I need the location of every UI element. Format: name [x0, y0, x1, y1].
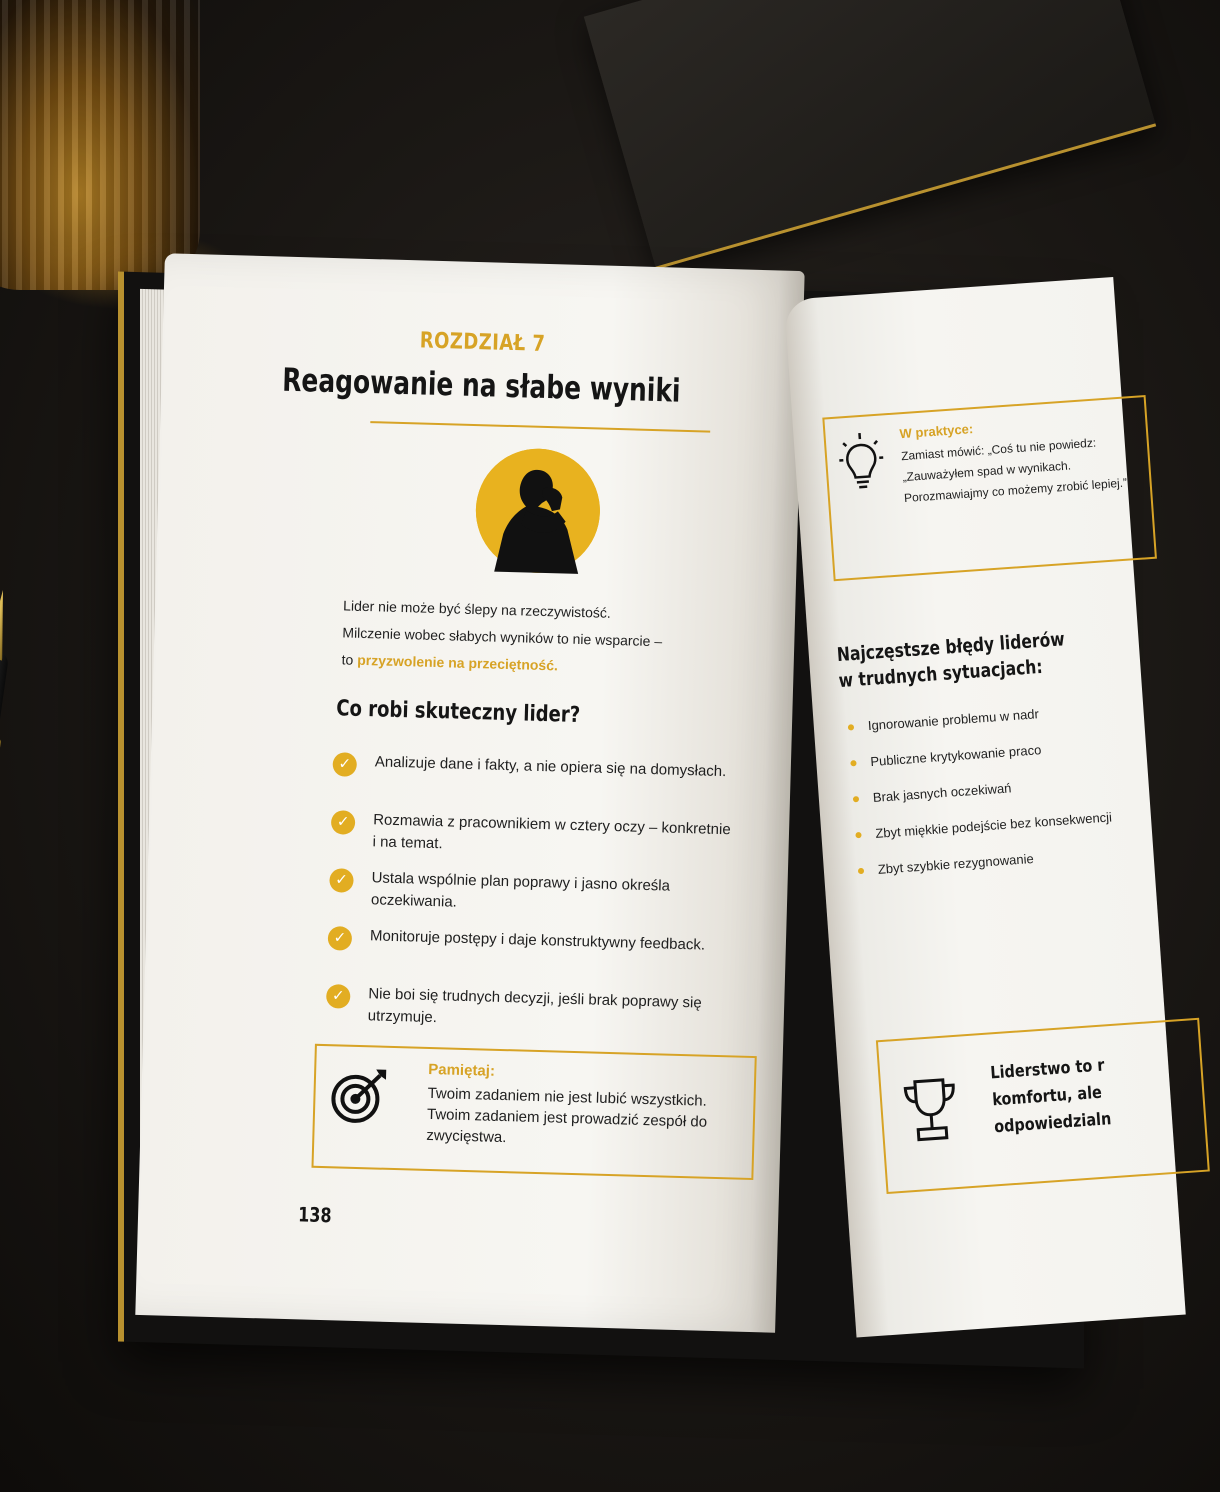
list-item: Zbyt szybkie rezygnowanie	[853, 838, 1174, 881]
checklist-item: ✓ Nie boi się trudnych decyzji, jeśli brak poprawy się utrzymuje.	[325, 982, 726, 1051]
intro-highlight: przyzwolenie na przeciętność.	[357, 651, 559, 674]
practice-box	[822, 395, 1157, 581]
checklist	[325, 750, 733, 1051]
practice-title: W praktyce:	[899, 421, 974, 442]
dark-notebook	[584, 0, 1156, 270]
checklist-item: ✓ Monitoruje postępy i daje konstruktywny feedback.	[327, 924, 728, 993]
target-arrow-icon	[329, 1064, 391, 1126]
check-icon: ✓	[332, 752, 357, 777]
list-item: Zbyt miękkie podejście bez konsekwencji	[851, 802, 1172, 845]
list-item: Publiczne krytykowanie praco	[846, 730, 1167, 773]
quote-text: Liderstwo to r komfortu, ale odpowiedzialn	[989, 1055, 1112, 1138]
checklist-item: ✓ Analizuje dane i fakty, a nie opiera się na domysłach.	[332, 750, 733, 819]
page-number: 138	[297, 1202, 332, 1228]
intro-line-last: to przyzwolenie na przeciętność.	[341, 651, 559, 674]
remember-text: Twoim zadaniem nie jest lubić wszystkich. Twoim zadaniem jest prowadzić zespół do zwycięstwa.	[426, 1084, 708, 1147]
person-in-thought-icon	[474, 447, 601, 574]
mistakes-list	[843, 695, 1175, 897]
fountain-pen	[0, 587, 26, 1227]
intro-paragraph	[341, 592, 703, 683]
chapter-label: ROZDZIAŁ 7	[419, 328, 546, 357]
check-icon: ✓	[328, 926, 353, 951]
checklist-item: ✓ Rozmawia z pracownikiem w cztery oczy – konkretnie i na temat.	[330, 808, 731, 877]
list-item: Brak jasnych oczekiwań	[848, 766, 1169, 809]
mistakes-title: Najczęstsze błędy liderów w trudnych sytuacjach:	[836, 628, 1066, 693]
trophy-icon	[900, 1073, 961, 1147]
light-bulb-icon	[833, 429, 889, 492]
quote-box	[876, 1018, 1210, 1194]
intro-line: Milczenie wobec słabych wyników to nie wsparcie –	[342, 624, 663, 650]
whisky-glass	[0, 0, 200, 290]
check-icon: ✓	[326, 984, 351, 1009]
practice-text: Zamiast mówić: „Coś tu nie powiedz: „Zauważyłem spad w wynikach. Porozmawiajmy co możemy zrobić lepiej.”	[900, 435, 1128, 506]
list-item: Ignorowanie problemu w nadr	[843, 695, 1164, 738]
check-icon: ✓	[331, 810, 356, 835]
title-underline	[370, 421, 710, 432]
left-page	[135, 253, 804, 1332]
intro-line: Lider nie może być ślepy na rzeczywistość.	[342, 597, 611, 621]
page-title: Reagowanie na słabe wyniki	[281, 360, 682, 410]
section-title: Co robi skuteczny lider?	[335, 696, 581, 729]
check-icon: ✓	[329, 868, 354, 893]
remember-box	[311, 1044, 756, 1180]
checklist-item: ✓ Ustala wspólnie plan poprawy i jasno określa oczekiwania.	[328, 866, 729, 935]
remember-title: Pamiętaj:	[428, 1060, 496, 1080]
